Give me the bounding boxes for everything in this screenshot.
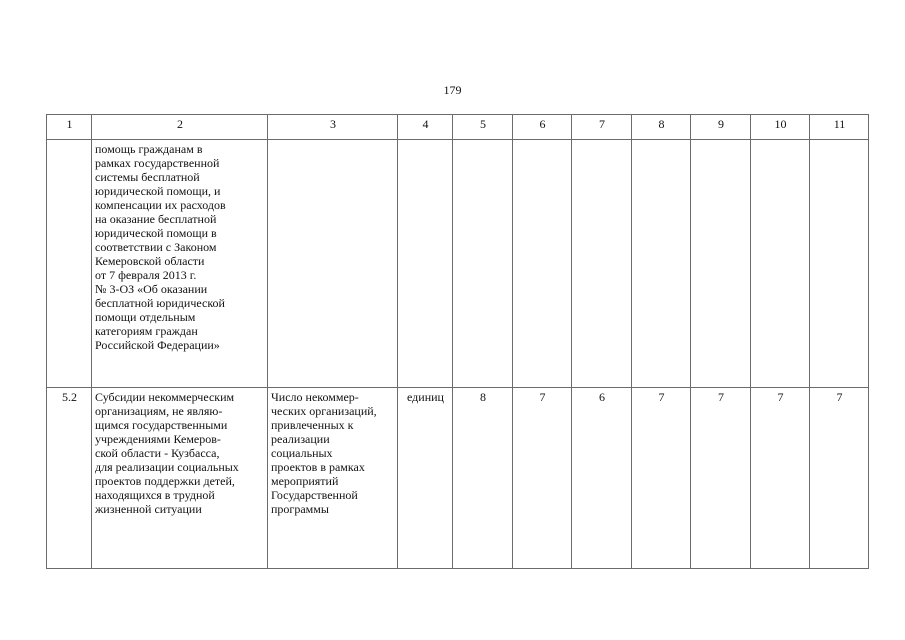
column-number: 5: [453, 115, 513, 140]
value-cell: [513, 140, 572, 388]
column-number: 2: [92, 115, 268, 140]
column-number: 6: [513, 115, 572, 140]
value-cell: 7: [810, 388, 869, 569]
value-cell: 7: [751, 388, 810, 569]
column-number: 3: [268, 115, 398, 140]
column-number-row: [47, 115, 869, 140]
row-number-cell: 5.2: [47, 388, 92, 569]
column-number: 11: [810, 115, 869, 140]
indicator-name-cell: Число некоммер- ческих организаций, привлеченных к реализации социальных проектов в рамках мероприятий Государственной программы: [268, 388, 398, 569]
value-cell: 7: [691, 388, 751, 569]
program-table: [46, 114, 869, 569]
indicator-name-cell: [268, 140, 398, 388]
value-cell: [632, 140, 691, 388]
value-cell: 7: [632, 388, 691, 569]
column-number: 9: [691, 115, 751, 140]
column-number: 7: [572, 115, 632, 140]
value-cell: [453, 140, 513, 388]
value-cell: 8: [453, 388, 513, 569]
value-cell: [751, 140, 810, 388]
table-row: [47, 388, 869, 569]
measure-name-cell: Субсидии некоммерческим организациям, не являю- щимся государственными учреждениями Кемеров- ской области - Кузбасса, для реализации социальных проектов поддержки детей, находящихся в трудной жизненной ситуации: [92, 388, 268, 569]
unit-cell: единиц: [398, 388, 453, 569]
value-cell: 7: [513, 388, 572, 569]
column-number: 4: [398, 115, 453, 140]
page-number: 179: [443, 83, 462, 97]
unit-cell: [398, 140, 453, 388]
value-cell: 6: [572, 388, 632, 569]
column-number: 8: [632, 115, 691, 140]
value-cell: [691, 140, 751, 388]
measure-name-cell: помощь гражданам в рамках государственной системы бесплатной юридической помощи, и компенсации их расходов на оказание бесплатной юридической помощи в соответствии с Законом Кемеровской области от 7 февраля 2013 г. № 3-ОЗ «Об оказании бесплатной юридической помощи отдельным категориям граждан Российской Федерации»: [92, 140, 268, 388]
row-number-cell: [47, 140, 92, 388]
table-row: [47, 140, 869, 388]
value-cell: [572, 140, 632, 388]
column-number: 1: [47, 115, 92, 140]
column-number: 10: [751, 115, 810, 140]
value-cell: [810, 140, 869, 388]
